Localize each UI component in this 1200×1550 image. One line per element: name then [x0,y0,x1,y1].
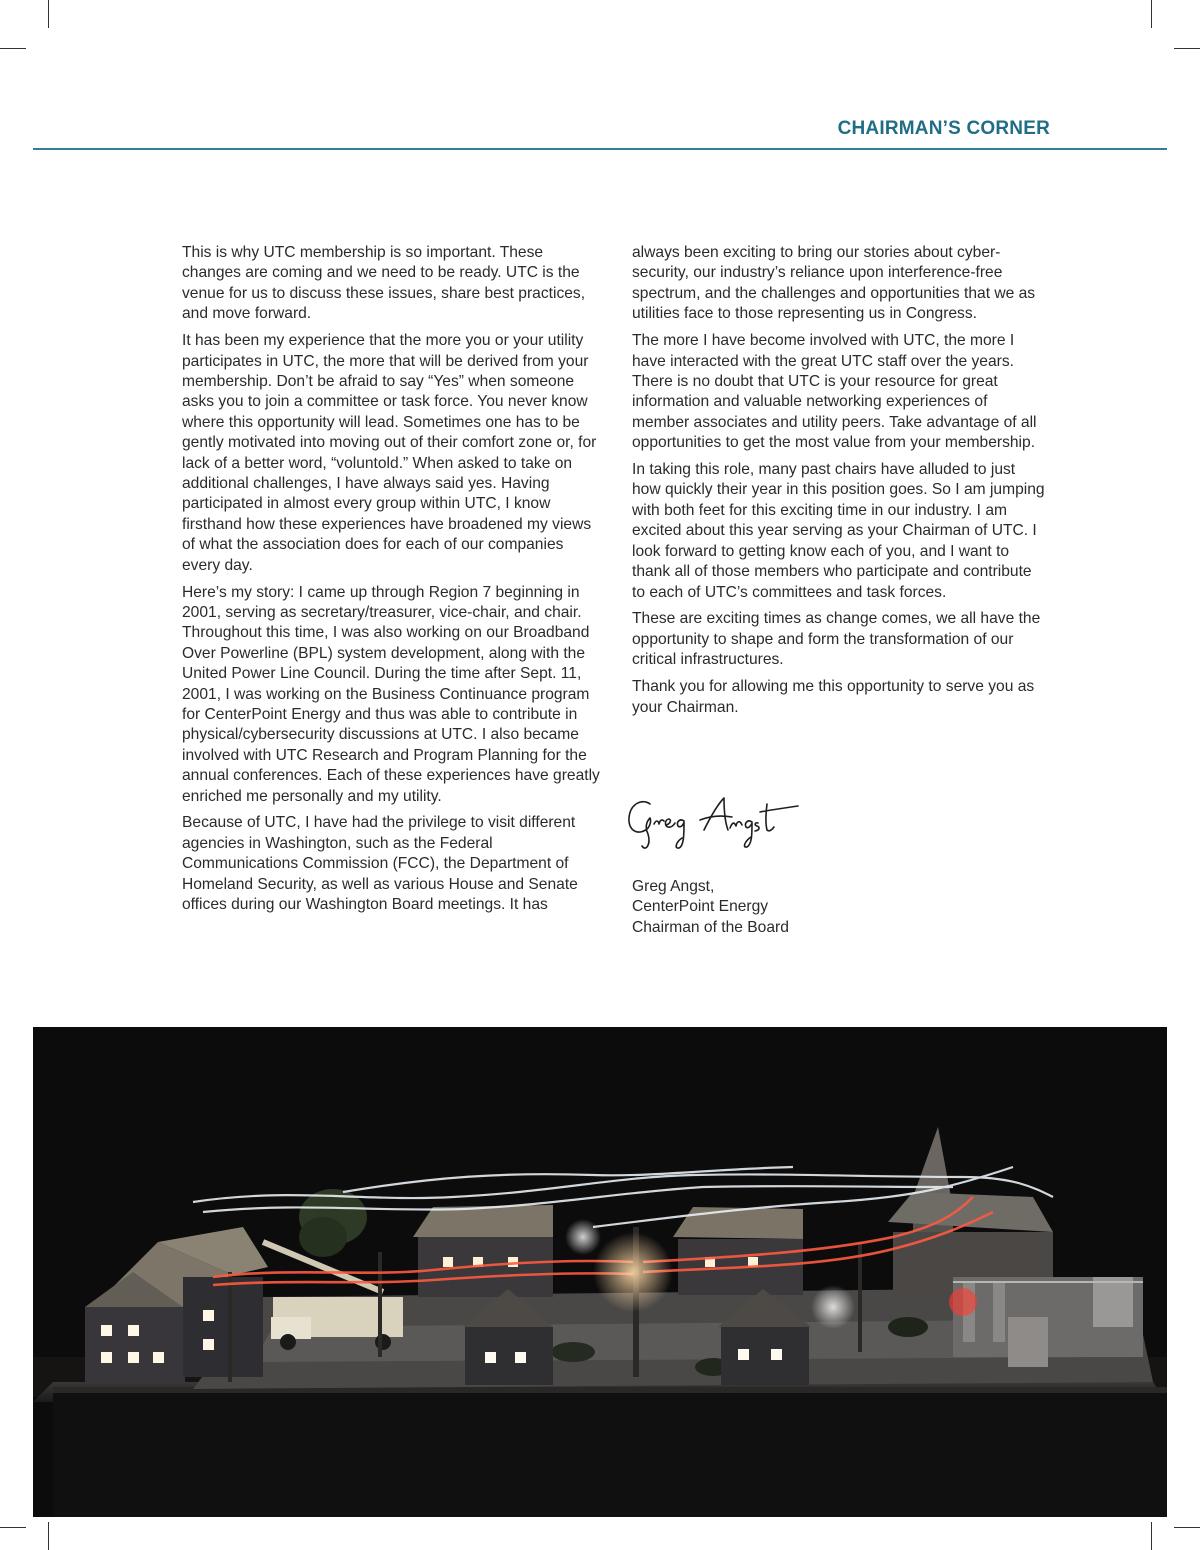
crop-mark [48,0,49,28]
crop-mark [0,48,26,49]
paragraph: Thank you for allowing me this opportunity to serve you as your Chairman. [632,678,1035,716]
paragraph: In taking this role, many past chairs have alluded to just how quickly their year in this position goes. So I am jumping with both feet for this exciting time in our industry. I am excited about this year serving as your Chairman of UTC. I look forward to getting know each of you, and I want to thank all of those members who participate and contribute to each of UTC’s committees and task forces. [632,461,1045,601]
paragraph: Because of UTC, I have had the privilege to visit different agencies in Washington, such as the Federal Communications Commission (FCC), the Department of Homeland Security, as well as various House and Senate offices during our Washington Board meetings. It has [182,814,578,914]
model-town-photo [33,1027,1167,1517]
paragraph: This is why UTC membership is so important. These changes are coming and we need to be ready. UTC is the venue for us to discuss these issues, share best practices, and move forward. [182,244,586,323]
signature-block [632,877,789,938]
crop-mark [48,1522,49,1550]
handwritten-signature [624,790,814,861]
signer-title: Chairman of the Board [632,918,789,936]
article-right-column [632,243,1048,724]
article-left-column [182,243,602,922]
crop-mark [1151,1522,1152,1550]
paragraph: always been exciting to bring our stories about cyber-security, our industry’s reliance upon interference-free spectrum, and the challenges and opportunities that we as utilities face to those representing us in Congress. [632,244,1036,323]
paragraph: It has been my experience that the more you or your utility participates in UTC, the more that will be derived from your membership. Don’t be afraid to say “Yes” when someone asks you to join a committee or task force. You never know where this opportunity will lead. Sometimes one has to be gently motivated into moving out of their comfort zone or, for lack of a better word, “voluntold.” When asked to take on additional challenges, I have always said yes. Having participated in almost every group within UTC, I know firsthand how these experiences have broadened my views of what the association does for each of our companies every day. [182,332,597,574]
section-title: CHAIRMAN’S CORNER [837,118,1050,139]
paragraph: Here’s my story: I came up through Region 7 beginning in 2001, serving as secretary/treasurer, vice-chair, and chair. Throughout this time, I was also working on our Broadband Over Powerline (BPL) system development, along with the United Power Line Council. During the time after Sept. 11, 2001, I was working on the Business Continuance program for CenterPoint Energy and thus was able to contribute in physical/cybersecurity discussions at UTC. I also became involved with UTC Research and Program Planning for the annual conferences. Each of these experiences have greatly enriched me personally and my utility. [182,583,600,805]
crop-mark [0,1527,26,1528]
crop-mark [1174,1527,1200,1528]
signer-name: Greg Angst, [632,878,715,895]
paragraph: These are exciting times as change comes, we all have the opportunity to shape and form the transformation of our critical infrastructures. [632,610,1041,669]
signer-company: CenterPoint Energy [632,898,769,916]
paragraph: The more I have become involved with UTC, the more I have interacted with the great UTC staff over the years. There is no doubt that UTC is your resource for great information and valuable networking experiences of member associates and utility peers. Take advantage of all opportunities to get the most value from your membership. [632,332,1037,452]
header-divider [33,148,1167,150]
crop-mark [1174,48,1200,49]
crop-mark [1151,0,1152,28]
